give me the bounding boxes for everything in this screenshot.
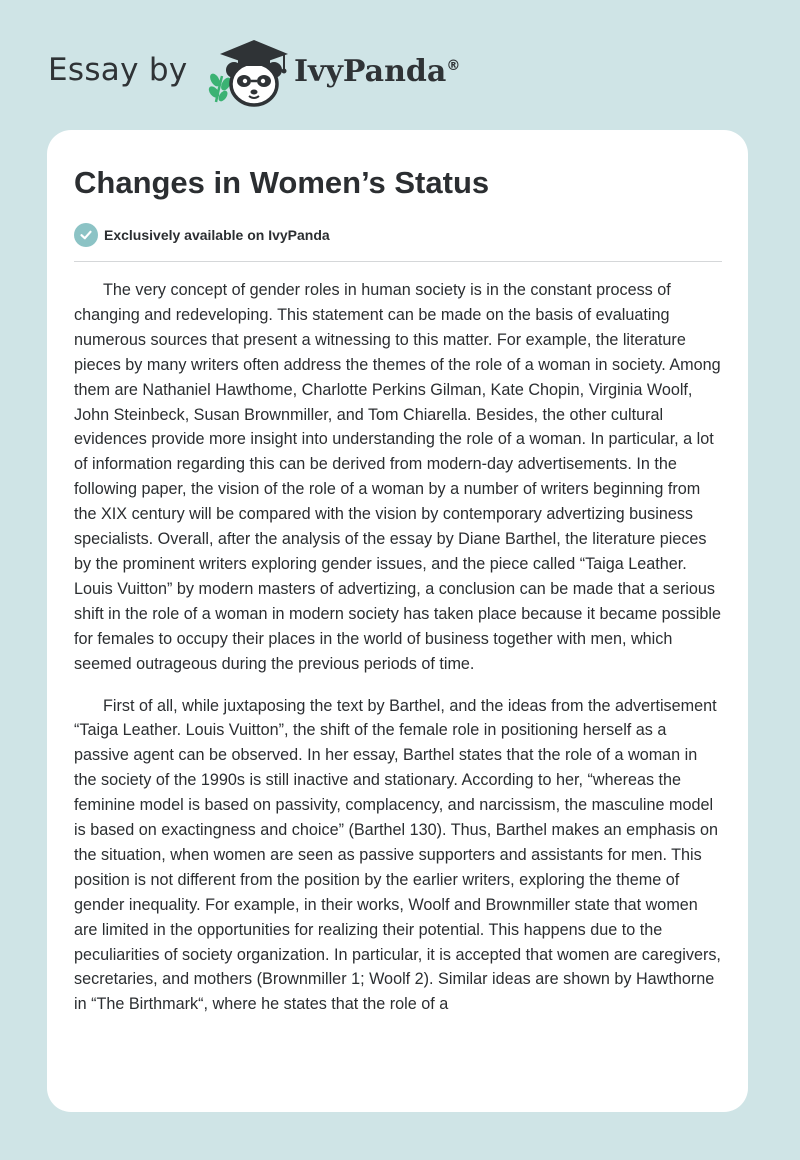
registered-mark: ® — [446, 58, 461, 74]
divider — [74, 261, 722, 262]
essay-paragraph: The very concept of gender roles in human society is in the constant process of changing and redeveloping. This statement can be made on the basis of evaluating numerous sources that present a witnessing to this matter. For example, the literature pieces by many writers often address the themes of the role of a woman in society. Among them are Nathaniel Hawthome, Charlotte Perkins Gilman, Kate Chopin, Virginia Woolf, John Steinbeck, Susan Brownmiller, and Tom Chiarella. Besides, the other cultural evidences provide more insight into understanding the role of a woman. In particular, a lot of information regarding this can be derived from modern-day advertisements. In the following paper, the vision of the role of a woman by a number of writers beginning from the XIX century will be compared with the vision by contemporary advertizing business specialists. Overall, after the analysis of the essay by Diane Barthel, the literature pieces by the prominent writers exploring gender issues, and the piece called “Taiga Leather. Louis Vuitton” by modern masters of advertizing, a conclusion can be made that a serious shift in the role of a woman in modern society has taken place because it became possible for females to occupy their places in the world of business together with men, which seemed outrageous during the previous periods of time. — [74, 281, 721, 673]
brand-prefix: Essay by — [48, 52, 188, 88]
check-circle-icon — [74, 223, 98, 247]
site-header — [48, 34, 528, 114]
brand-name — [294, 54, 460, 89]
essay-body — [74, 278, 724, 1034]
brand-name-text: IvyPanda — [294, 54, 447, 89]
essay-paragraph: First of all, while juxtaposing the text by Barthel, and the ideas from the advertisement “Taiga Leather. Louis Vuitton”, the shift of the female role in positioning herself as a passive agent can be observed. In her essay, Barthel states that the role of a woman in the society of the 1990s is still inactive and stationary. According to her, “whereas the feminine model is based on passivity, complacency, and narcissism, the masculine model is based on exactingness and choice” (Barthel 130). Thus, Barthel makes an emphasis on the situation, when women are seen as passive supporters and assistants for men. This position is not different from the position by the earlier writers, exploring the theme of gender inequality. For example, in their works, Woolf and Brownmiller state that women are limited in the opportunities for realizing their potential. This happens due to the peculiarities of society organization. In particular, it is accepted that women are caregivers, secretaries, and mothers (Brownmiller 1; Woolf 2). Similar ideas are shown by Hawthorne in “The Birthmark“, where he states that the role of a — [74, 696, 721, 1014]
exclusive-badge-label: Exclusively available on IvyPanda — [104, 227, 330, 243]
essay-title: Changes in Women’s Status — [74, 165, 490, 200]
exclusive-badge — [74, 222, 330, 248]
panda-graduate-logo-icon — [204, 36, 292, 110]
essay-card — [47, 130, 748, 1112]
